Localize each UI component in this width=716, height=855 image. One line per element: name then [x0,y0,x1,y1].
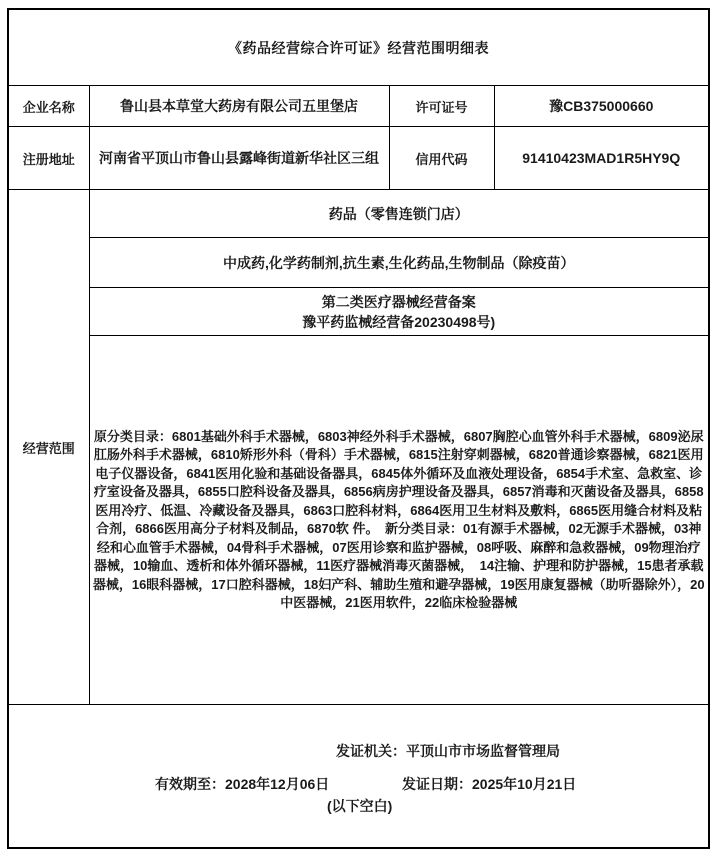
issuing-authority: 发证机关：平顶山市市场监督管理局 [336,743,560,759]
footer-cell [8,705,709,849]
license-number-label: 许可证号 [389,86,494,127]
scope-device-filing [89,288,709,336]
license-number-value: 豫CB375000660 [494,86,709,127]
valid-until-date: 有效期至：2028年12月06日 [155,776,330,792]
device-filing-line2: 豫平药监械经营备20230498号) [302,313,496,330]
scope-catalog-cell [89,336,709,705]
registered-address-value: 河南省平顶山市鲁山县露峰街道新华社区三组 [89,127,389,190]
scope-drug-categories: 中成药,化学药制剂,抗生素,生化药品,生物制品（除疫苗） [89,238,709,288]
footer-row [8,705,709,849]
title-row [8,9,709,86]
business-scope-label: 经营范围 [8,190,89,705]
scope-catalog-text: 原分类目录：6801基础外科手术器械，6803神经外科手术器械，6807胸腔心血管外科手术器械，6809泌尿肛肠外科手术器械，6810矫形外科（骨科）手术器械，6815注射穿刺器械，6820普通诊察器械，6821医用电子仪器设备，6841医用化验和基础设备器具，6845体外循环及血液处理设备，6854手术室、急救室、诊疗室设备及器具，6855口腔科设备及器具，6856病房护理设备及器具，6857消毒和灭菌设备及器具，6858医用冷疗、低温、冷藏设备及器具，6863口腔科材料，6864医用卫生材料及敷料，6865医用缝合材料及粘合剂，6866医用高分子材料及制品，6870软 件。 新分类目录：01有源手术器械，02无源手术器械，03神经和心血管手术器械，04骨科手术器械，07医用诊察和监护器械，08呼吸、麻醉和急救器械，09物理治疗器械，10输血、透析和体外循环器械，11医疗器械消毒灭菌器械， 14注输、护理和防护器械，15患者承载器械，16眼科器械，17口腔科器械，18妇产科、辅助生殖和避孕器械，19医用康复器械（助听器除外），20中医器械，21医用软件，22临床检验器械 [92,428,705,610]
credit-code-value: 91410423MAD1R5HY9Q [494,127,709,190]
document-title: 《药品经营综合许可证》经营范围明细表 [8,9,709,86]
credit-code-label: 信用代码 [389,127,494,190]
device-filing-line1: 第二类医疗器械经营备案 [321,293,476,310]
blank-below-note: (以下空白) [327,798,393,814]
issue-date: 发证日期：2025年10月21日 [402,776,577,792]
scope-subrow-catalog [8,336,709,705]
scope-drug-retail: 药品（零售连锁门店） [89,190,709,238]
address-row [8,127,709,190]
scope-subrow-device-filing [8,288,709,336]
scope-subrow-categories [8,238,709,288]
company-row [8,86,709,127]
company-name-label: 企业名称 [8,86,89,127]
registered-address-label: 注册地址 [8,127,89,190]
company-name-value: 鲁山县本草堂大药房有限公司五里堡店 [89,86,389,127]
license-scope-table [7,8,710,849]
device-filing-block [90,292,709,332]
scope-subrow-drug [8,190,709,238]
